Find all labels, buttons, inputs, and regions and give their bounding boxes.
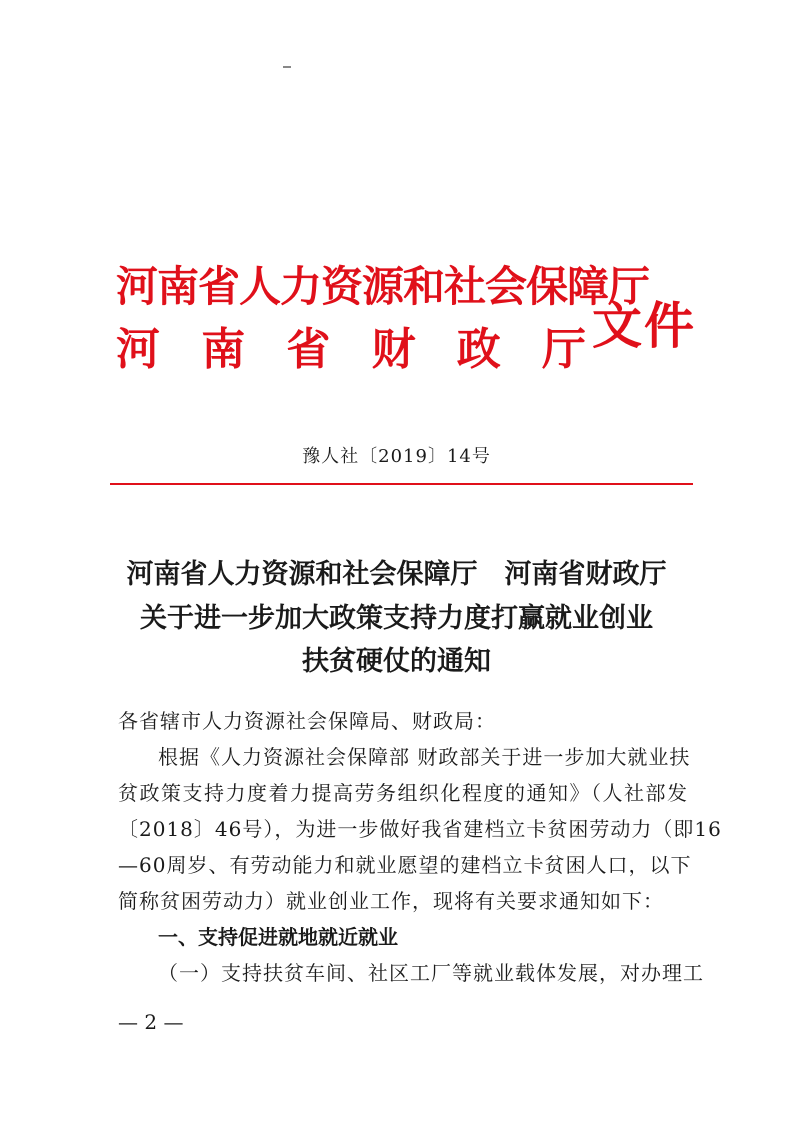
document-title-line2: 关于进一步加大政策支持力度打赢就业创业 [140,603,653,634]
issuer-char: 省 [286,324,331,375]
paragraph-line: —60周岁、有劳动能力和就业愿望的建档立卡贫困人口，以下 [118,853,692,877]
issuer-char: 河 [116,324,160,375]
document-title-line1: 河南省人力资源和社会保障厅 河南省财政厅 [126,559,667,590]
issuer-char: 财 [371,324,416,375]
paragraph-line: 〔2018〕46号），为进一步做好我省建档立卡贫困劳动力（即16 [118,817,722,841]
document-type-label: 文件 [592,296,696,355]
section-heading: 一、支持促进就地就近就业 [158,925,398,949]
issuer-char: 政 [456,324,501,375]
issuer-char: 南 [201,324,246,375]
issuer-char: 厅 [541,324,586,375]
issuer-name-line1: 河南省人力资源和社会保障厅 [116,262,650,311]
issuer-name-line2 [116,322,586,378]
salutation: 各省辖市人力资源社会保障局、财政局： [118,709,496,733]
scan-mark [283,66,291,68]
paragraph-line: （一）支持扶贫车间、社区工厂等就业载体发展，对办理工 [158,961,704,985]
document-number: 豫人社〔2019〕14号 [302,446,491,467]
paragraph-line: 简称贫困劳动力）就业创业工作，现将有关要求通知如下： [118,889,664,913]
paragraph-line: 根据《人力资源社会保障部 财政部关于进一步加大就业扶 [158,745,691,769]
page-number: — 2 — [118,1010,184,1034]
document-title-line3: 扶贫硬仗的通知 [302,646,491,677]
header-red-divider [110,483,693,485]
paragraph-line: 贫政策支持力度着力提高劳务组织化程度的通知》（人社部发 [118,781,688,805]
